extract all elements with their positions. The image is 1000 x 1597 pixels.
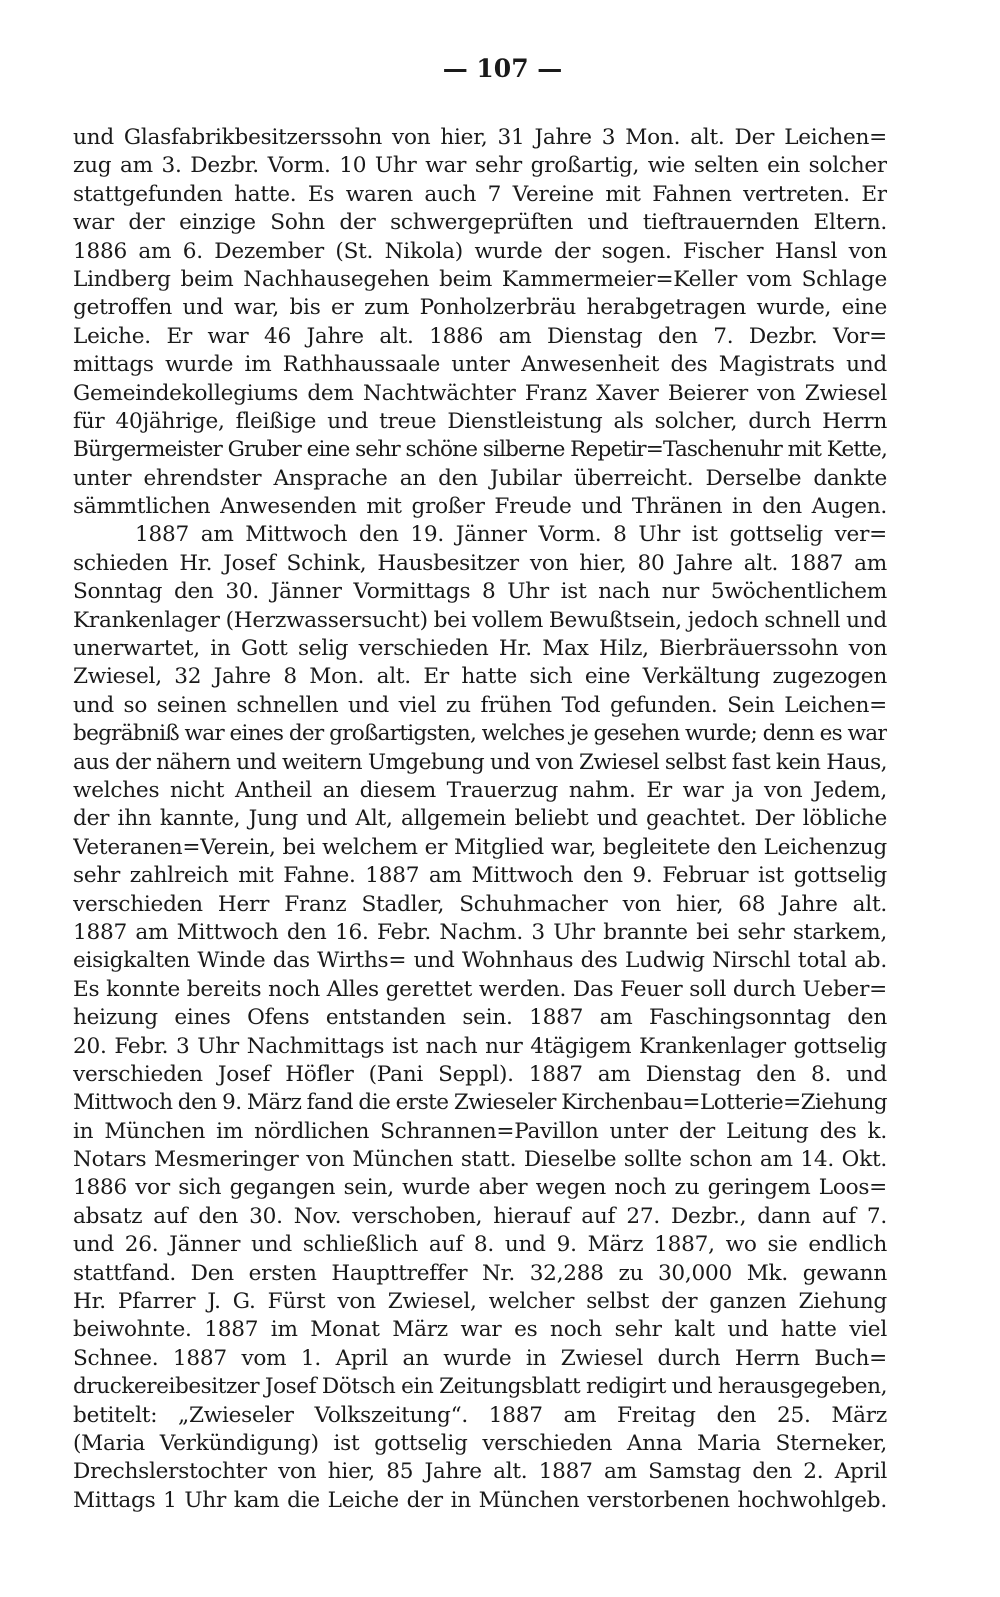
text-line: sehr zahlreich mit Fahne. 1887 am Mittwoch den 9. Februar ist gottselig [73,863,887,889]
text-line: aus der nähern und weitern Umgebung und von Zwiesel selbst fast kein Haus, [73,749,887,775]
text-line: sämmtlichen Anwesenden mit großer Freude und Thränen in den Augen. [73,494,887,520]
text-line: Sonntag den 30. Jänner Vormittags 8 Uhr ist nach nur 5wöchentlichem [73,579,887,605]
text-line: Mittags 1 Uhr kam die Leiche der in München verstorbenen hochwohlgeb. [73,1487,887,1513]
text-line: 20. Febr. 3 Uhr Nachmittags ist nach nur 4tägigem Krankenlager gottselig [73,1033,887,1059]
text-line: schieden Hr. Josef Schink, Hausbesitzer von hier, 80 Jahre alt. 1887 am [73,550,887,576]
text-line: und so seinen schnellen und viel zu frühen Tod gefunden. Sein Leichen= [73,692,887,718]
text-line: Notars Mesmeringer von München statt. Dieselbe sollte schon am 14. Okt. [73,1147,887,1173]
text-line: Mittwoch den 9. März fand die erste Zwieseler Kirchenbau=Lotterie=Ziehung [73,1090,887,1116]
text-line: Bürgermeister Gruber eine sehr schöne silberne Repetir=Taschenuhr mit Kette, [73,437,887,463]
text-line: welches nicht Antheil an diesem Trauerzug nahm. Er war ja von Jedem, [73,777,887,803]
text-line: Schnee. 1887 vom 1. April an wurde in Zwiesel durch Herrn Buch= [73,1345,887,1371]
text-line: unter ehrendster Ansprache an den Jubilar überreicht. Derselbe dankte [73,465,887,491]
text-line: druckereibesitzer Josef Dötsch ein Zeitungsblatt redigirt und herausgegeben, [73,1374,887,1400]
text-line: Drechslerstochter von hier, 85 Jahre alt. 1887 am Samstag den 2. April [73,1459,887,1485]
text-line: (Maria Verkündigung) ist gottselig verschieden Anna Maria Sterneker, [73,1430,887,1456]
text-line: Zwiesel, 32 Jahre 8 Mon. alt. Er hatte sich eine Verkältung zugezogen [73,664,887,690]
text-line: beiwohnte. 1887 im Monat März war es noch sehr kalt und hatte viel [73,1317,887,1343]
body-text [73,124,887,1515]
text-line: begräbniß war eines der großartigsten, welches je gesehen wurde; denn es war [73,721,887,747]
text-line: Leiche. Er war 46 Jahre alt. 1886 am Dienstag den 7. Dezbr. Vor= [73,323,887,349]
text-line: absatz auf den 30. Nov. verschoben, hierauf auf 27. Dezbr., dann auf 7. [73,1203,887,1229]
text-line: 1887 am Mittwoch den 16. Febr. Nachm. 3 Uhr brannte bei sehr starkem, [73,919,887,945]
text-line: Krankenlager (Herzwassersucht) bei vollem Bewußtsein, jedoch schnell und [73,607,887,633]
text-line: stattgefunden hatte. Es waren auch 7 Vereine mit Fahnen vertreten. Er [73,181,887,207]
text-line: zug am 3. Dezbr. Vorm. 10 Uhr war sehr großartig, wie selten ein solcher [73,153,887,179]
text-line: Gemeindekollegiums dem Nachtwächter Franz Xaver Beierer von Zwiesel [73,380,887,406]
text-line: Lindberg beim Nachhausegehen beim Kammermeier=Keller vom Schlage [73,266,887,292]
text-line: für 40jährige, fleißige und treue Dienstleistung als solcher, durch Herrn [73,408,887,434]
text-line: 1886 am 6. Dezember (St. Nikola) wurde der sogen. Fischer Hansl von [73,238,887,264]
text-line: Es konnte bereits noch Alles gerettet werden. Das Feuer soll durch Ueber= [73,976,887,1002]
text-line: 1886 vor sich gegangen sein, wurde aber wegen noch zu geringem Loos= [73,1175,887,1201]
text-line: stattfand. Den ersten Haupttreffer Nr. 32,288 zu 30,000 Mk. gewann [73,1260,887,1286]
text-line: verschieden Josef Höfler (Pani Seppl). 1887 am Dienstag den 8. und [73,1061,887,1087]
text-line: Veteranen=Verein, bei welchem er Mitglied war, begleitete den Leichenzug [73,834,887,860]
text-line: getroffen und war, bis er zum Ponholzerbräu herabgetragen wurde, eine [73,295,887,321]
text-line: verschieden Herr Franz Stadler, Schuhmacher von hier, 68 Jahre alt. [73,891,887,917]
text-line: Hr. Pfarrer J. G. Fürst von Zwiesel, welcher selbst der ganzen Ziehung [73,1289,887,1315]
text-line: 1887 am Mittwoch den 19. Jänner Vorm. 8 Uhr ist gottselig ver= [135,522,887,548]
text-line: eisigkalten Winde das Wirths= und Wohnhaus des Ludwig Nirschl total ab. [73,948,887,974]
text-line: betitelt: „Zwieseler Volkszeitung“. 1887 am Freitag den 25. März [73,1402,887,1428]
text-line: und 26. Jänner und schließlich auf 8. und 9. März 1887, wo sie endlich [73,1232,887,1258]
text-line: mittags wurde im Rathhaussaale unter Anwesenheit des Magistrats und [73,352,887,378]
text-line: war der einzige Sohn der schwergeprüften und tieftrauernden Eltern. [73,210,887,236]
text-line: unerwartet, in Gott selig verschieden Hr. Max Hilz, Bierbräuerssohn von [73,636,887,662]
text-line: und Glasfabrikbesitzerssohn von hier, 31 Jahre 3 Mon. alt. Der Leichen= [73,125,887,150]
page-number: — 107 — [442,54,563,83]
text-line: heizung eines Ofens entstanden sein. 1887 am Faschingsonntag den [73,1005,887,1031]
text-line: in München im nördlichen Schrannen=Pavillon unter der Leitung des k. [73,1118,887,1144]
text-line: der ihn kannte, Jung und Alt, allgemein beliebt und geachtet. Der löbliche [73,806,887,832]
